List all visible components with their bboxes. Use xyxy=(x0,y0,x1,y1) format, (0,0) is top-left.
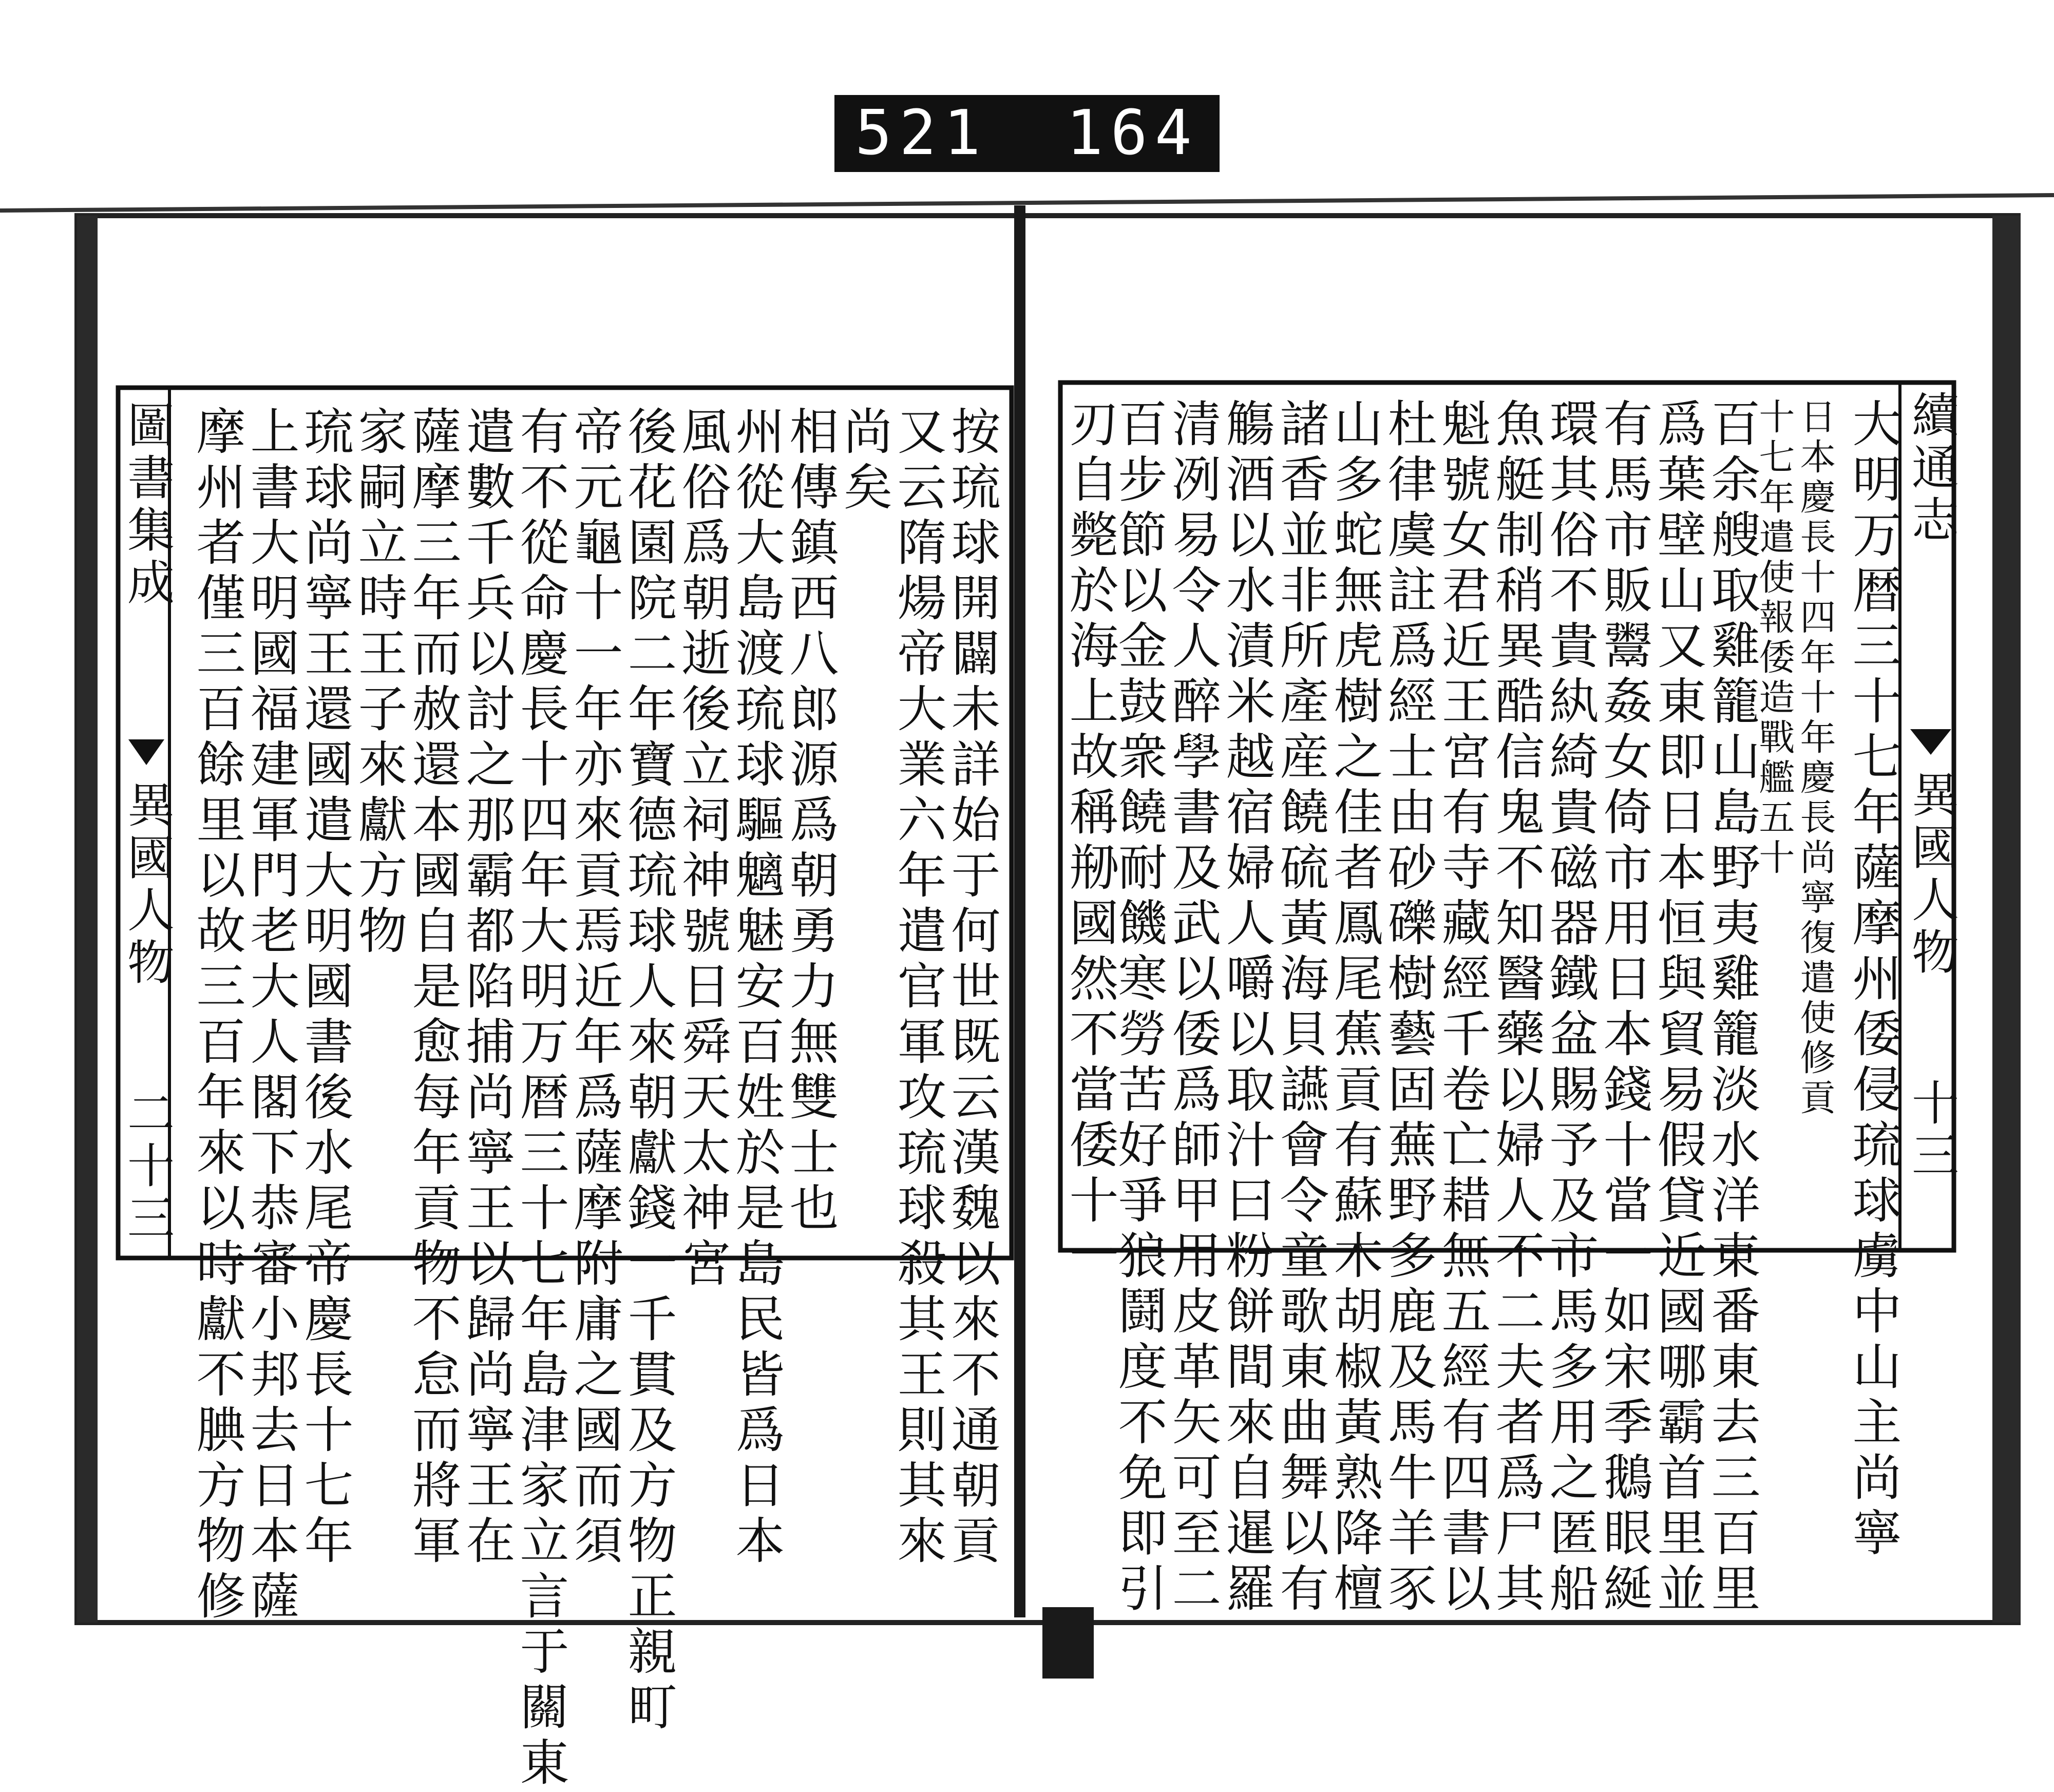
left-line-9: 有不從命慶長十四年大明万暦三十七年島津家立言于關東 xyxy=(512,406,569,1792)
right-line-13: 觴酒以水漬米越宿婦人嚼以取汁曰粉餅間來自暹羅 xyxy=(1218,398,1276,1618)
right-line-15: 百步節以金鼓衆饒耐饑寒勞苦好爭狼鬪度不免即引 xyxy=(1110,398,1168,1618)
right-header-section: 異國人物 xyxy=(1904,770,1959,980)
left-line-8: 帝元龜十一年亦來貢焉近年爲薩摩附庸之國而須 xyxy=(566,406,623,1570)
left-spine-edge xyxy=(77,216,98,1623)
left-line-14: 上書大明國福建軍門老大人閣下恭審小邦去日本薩 xyxy=(242,406,300,1626)
stamp-right-code: 164 xyxy=(1066,98,1199,169)
right-line-3: 十七年遣使報倭造戰艦五十 xyxy=(1753,398,1795,879)
left-line-10: 遣數千兵以討之那霸都陷捕尚寧王以歸尚寧王在 xyxy=(458,406,516,1570)
left-line-13: 琉球尚寧王還國遣大明國書後水尾帝慶長十七年 xyxy=(296,406,354,1570)
stamp-left-code: 521 xyxy=(855,98,988,169)
gutter-clip xyxy=(1042,1607,1094,1679)
right-line-16: 刃自斃於海上故稱剙國然不當倭十一 xyxy=(1061,398,1119,1285)
left-margin-page: 二十三 xyxy=(120,1089,175,1246)
right-line-12: 諸香並非所產産饒硫黃海貝讌會令童歌東曲舞以有 xyxy=(1272,398,1329,1618)
right-line-11: 山多蛇無虎樹之佳者鳳尾蕉貢有蘇木胡椒黃熟降檀 xyxy=(1326,398,1383,1618)
left-line-4: 相傳鎮西八郎源爲朝勇力無雙士也 xyxy=(782,406,839,1237)
left-margin-section: 異國人物 xyxy=(120,780,175,990)
right-header-title: 續通志 xyxy=(1904,390,1959,547)
right-line-10: 杜律虞註爲經士由砂礫樹藝固蕪野多鹿及馬牛羊豕 xyxy=(1380,398,1437,1618)
right-line-6: 有馬市販鬻姦女倚市用日本錢十當一如宋季鵝眼綖 xyxy=(1595,398,1653,1618)
right-line-5: 爲葉壁山又東即日本恒與貿易假貸近國哪霸首里並 xyxy=(1649,398,1707,1618)
right-line-9: 魁號女君近王宮有寺藏經千卷亡耤無五經有四書以 xyxy=(1434,398,1491,1618)
right-line-2: 日本慶長十四年十年慶長尚寧復遣使修貢 xyxy=(1794,398,1836,1119)
left-line-3: 尚矣 xyxy=(835,406,893,517)
left-line-1: 按琉球開闢未詳始于何世既云漢魏以來不通朝貢 xyxy=(943,406,1001,1570)
left-line-5: 州從大島渡琉球驅魑魅安百姓於是島民皆爲日本 xyxy=(728,406,785,1570)
call-number-stamp xyxy=(834,95,1220,172)
left-margin-title: 圖書集成 xyxy=(120,401,175,610)
right-line-1: 大明万暦三十七年薩摩州倭侵琉球虜中山主尚寧 xyxy=(1844,398,1902,1562)
left-line-12: 家嗣立時王子來獻方物 xyxy=(350,406,408,960)
right-line-8: 魚艇制稍異酷信鬼不知醫藥以婦人不二夫者爲尸其 xyxy=(1488,398,1545,1618)
right-page-edge xyxy=(1992,216,2021,1623)
left-line-7: 後花園院二年寶德琉球人來朝獻錢一千貫及方物正親町 xyxy=(620,406,677,1737)
left-line-6: 風俗爲朝逝後立祠神號日舜天太神宮 xyxy=(674,406,731,1293)
left-line-15: 摩州者僅三百餘里以故三百年來以時獻不腆方物修 xyxy=(188,406,246,1626)
right-line-14: 清冽易令人醉學書及武以倭爲師甲用皮革矢可至二 xyxy=(1164,398,1222,1618)
right-page-number-label: 十三 xyxy=(1904,1078,1959,1183)
right-line-7: 環其俗不貴紈綺貴磁器鐵盆賜予及市馬多用之匿船 xyxy=(1542,398,1599,1618)
left-line-2: 又云隋煬帝大業六年遣官軍攻琉球殺其王則其來 xyxy=(889,406,947,1570)
center-gutter xyxy=(1014,205,1025,1617)
top-fold-line xyxy=(0,195,2054,211)
left-line-11: 薩摩三年而赦還本國自是愈每年貢物不怠而將軍 xyxy=(404,406,462,1570)
right-line-4: 百余艘取雞籠山島野夷雞籠淡水洋東番東去三百里 xyxy=(1703,398,1761,1618)
